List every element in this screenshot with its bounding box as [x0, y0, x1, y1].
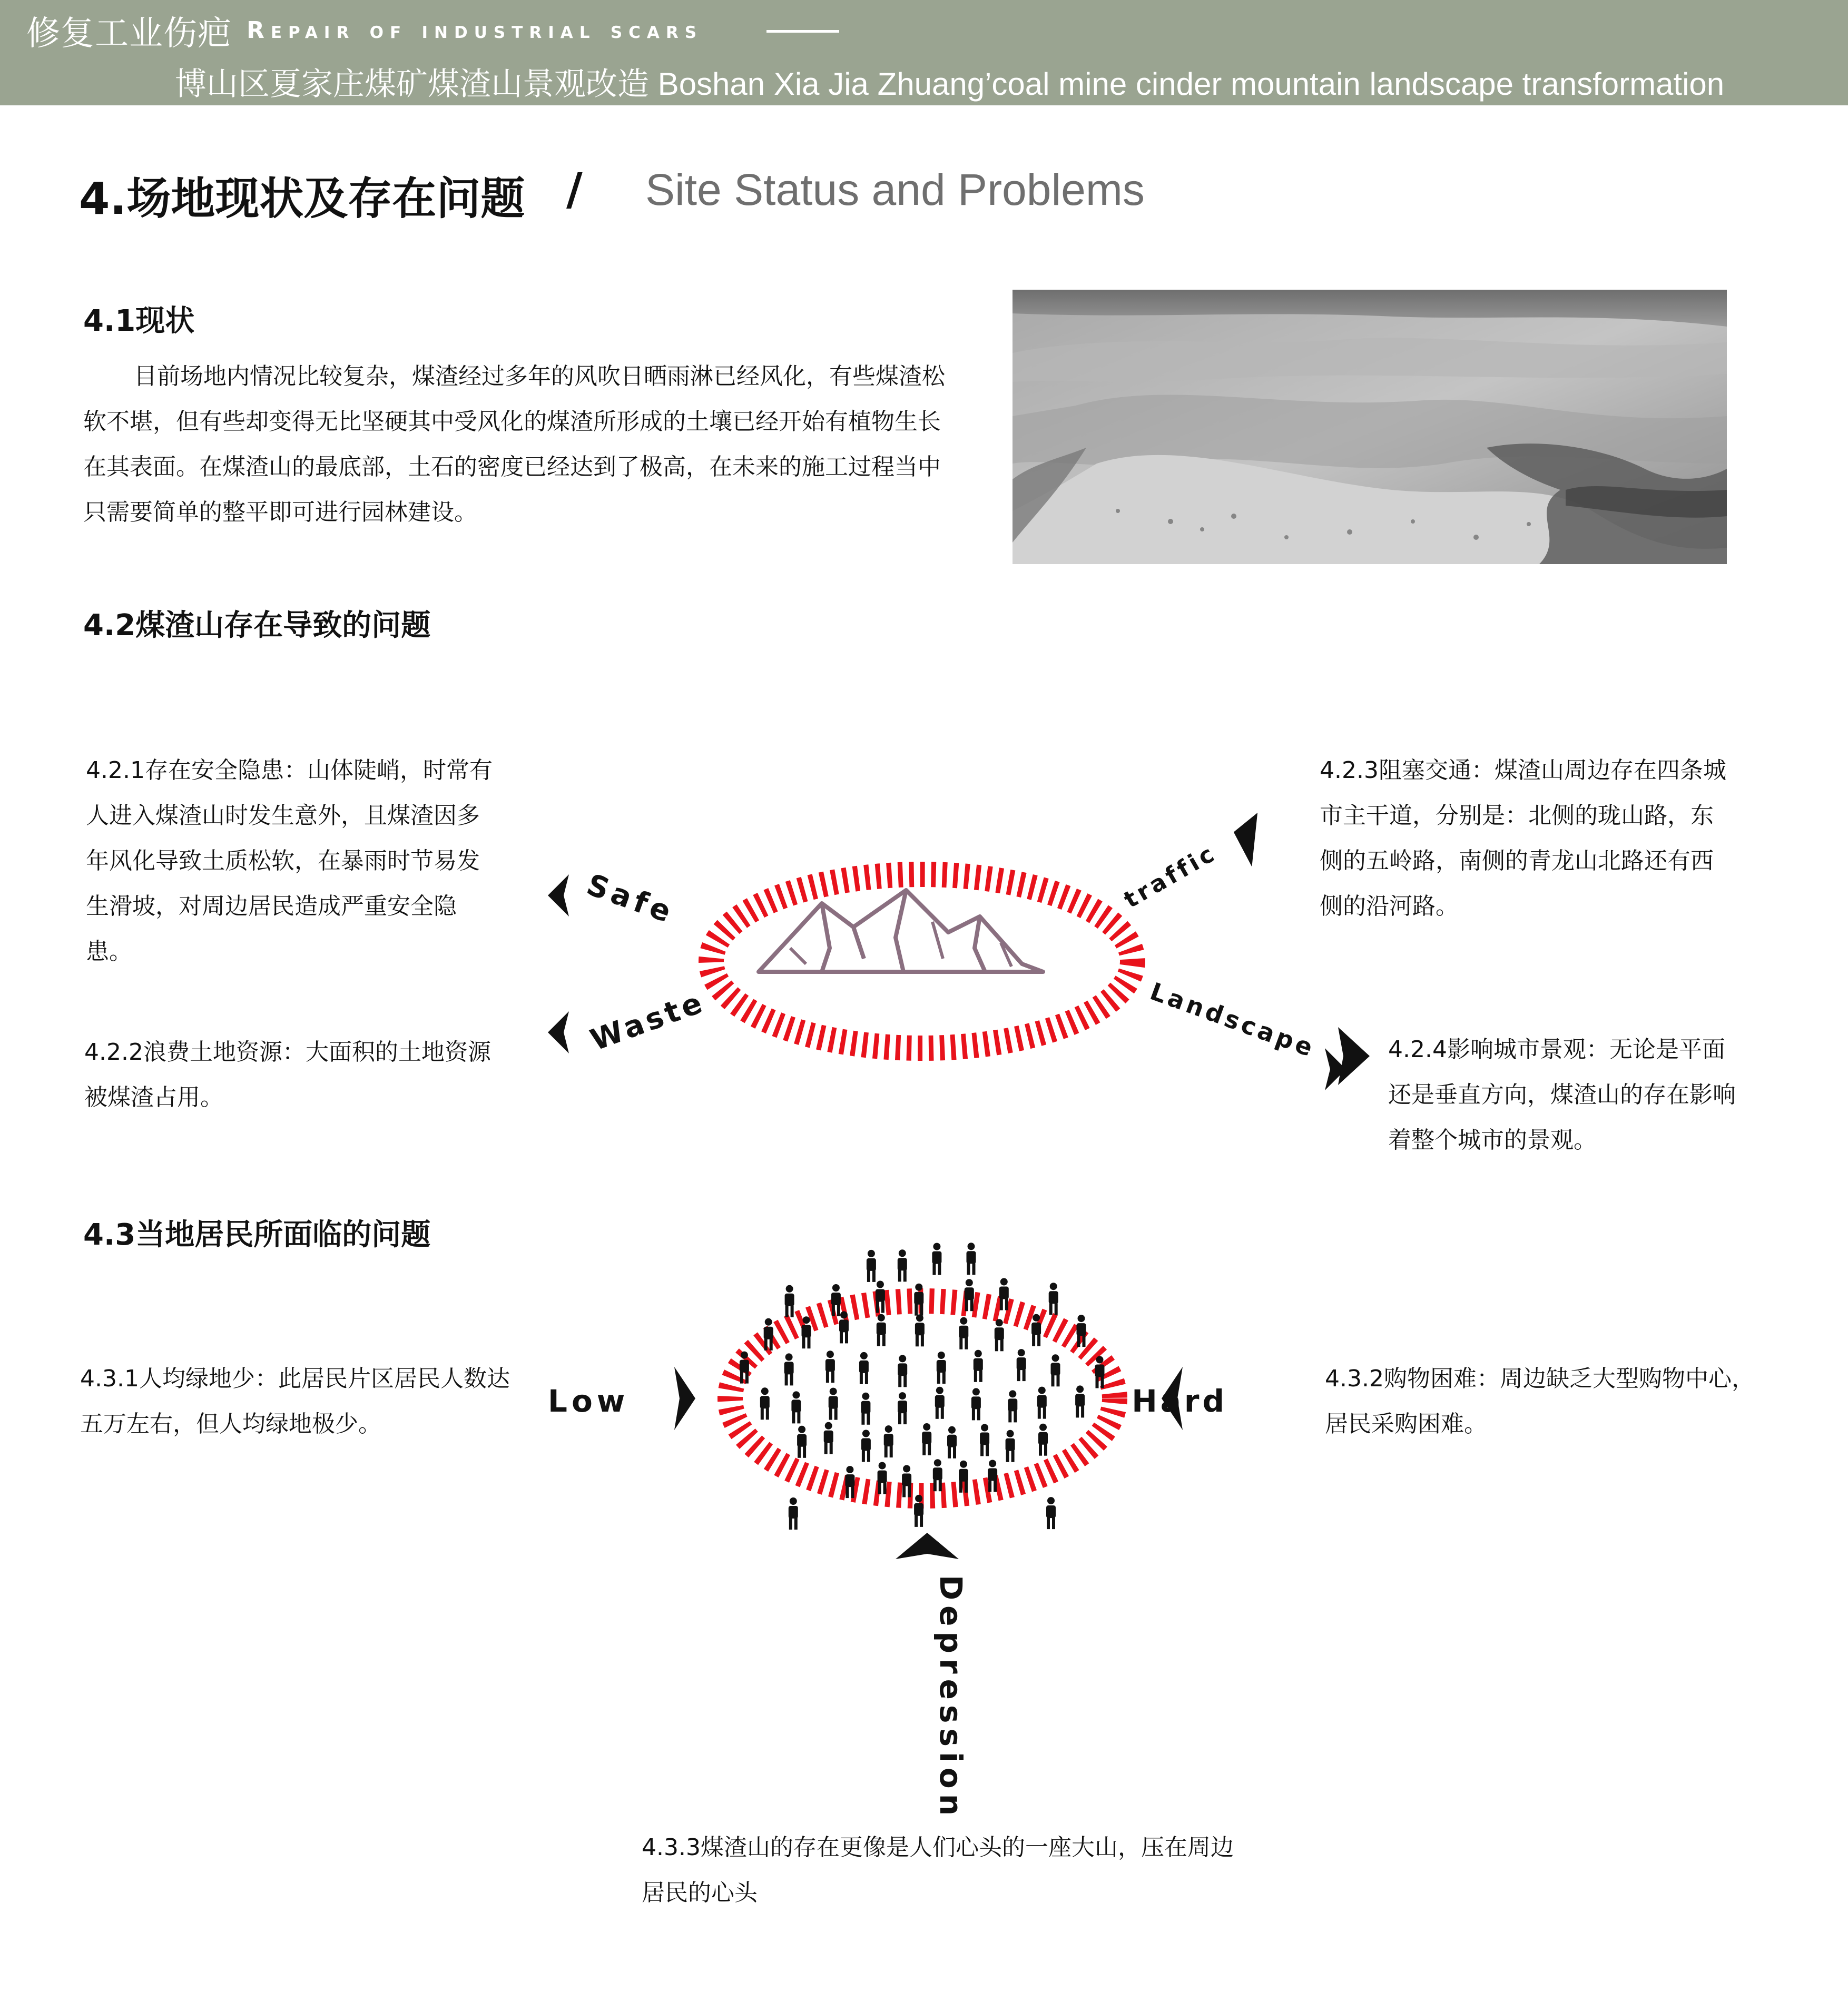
heading-4-3: 4.3当地居民所面临的问题 — [83, 1218, 431, 1252]
person-icon — [829, 1388, 838, 1420]
person-icon — [1008, 1390, 1017, 1422]
label-low: Low — [548, 1383, 630, 1419]
person-icon — [898, 1392, 907, 1424]
person-icon — [878, 1462, 887, 1494]
person-icon — [791, 1391, 801, 1423]
person-icon — [825, 1351, 835, 1383]
person-icon — [999, 1278, 1009, 1310]
person-icon — [845, 1466, 854, 1498]
person-icon — [1051, 1354, 1060, 1386]
person-icon — [764, 1318, 773, 1351]
person-icon — [971, 1388, 981, 1420]
person-icon — [839, 1311, 849, 1343]
person-icon — [980, 1424, 989, 1456]
label-traffic: traffic — [1119, 839, 1222, 914]
paragraph-4-2-4: 4.2.4影响城市景观：无论是平面还是垂直方向，煤渣山的存在影响着整个城市的景观。 — [1388, 1036, 1736, 1154]
header-title-cn: 修复工业伤疤 — [26, 14, 232, 53]
paragraph-4-2-1: 4.2.1存在安全隐患：山体陡峭，时常有人进入煤渣山时发生意外，且煤渣因多年风化导致土质松软，在暴雨时节易发生滑坡，对周边居民造成严重安全隐患。 — [86, 757, 493, 965]
arrow-safe — [548, 874, 569, 916]
person-icon — [877, 1314, 886, 1346]
label-waste: Waste — [586, 984, 710, 1058]
person-icon — [797, 1426, 807, 1458]
person-icon — [922, 1423, 931, 1455]
residents-diagram — [548, 1280, 1254, 1838]
person-icon — [974, 1350, 983, 1382]
person-icon — [935, 1387, 945, 1419]
person-icon — [1095, 1356, 1105, 1388]
person-icon — [995, 1319, 1004, 1351]
person-icon — [1049, 1283, 1058, 1315]
mountain-icon — [759, 890, 1043, 972]
person-icon — [785, 1285, 794, 1317]
person-icon — [933, 1459, 942, 1491]
arrow-low — [674, 1367, 695, 1430]
person-icon — [884, 1425, 893, 1457]
person-icon — [784, 1353, 794, 1385]
heading-4-2: 4.2煤渣山存在导致的问题 — [83, 608, 431, 643]
label-safe: Safe — [582, 868, 680, 931]
person-icon — [914, 1495, 923, 1527]
label-hard: Hard — [1132, 1383, 1227, 1419]
person-icon — [1075, 1385, 1085, 1417]
paragraph-4-3-2: 4.3.2购物困难：周边缺乏大型购物中心，居民采购困难。 — [1325, 1365, 1755, 1437]
person-icon — [867, 1250, 876, 1282]
person-icon — [861, 1393, 870, 1425]
person-icon — [932, 1243, 941, 1275]
person-icon — [988, 1460, 997, 1492]
person-icon — [898, 1355, 907, 1387]
person-icon — [902, 1465, 911, 1497]
cinder-mountain-diagram — [527, 790, 1320, 1106]
paragraph-4-1: 目前场地内情况比较复杂，煤渣经过多年的风吹日晒雨淋已经风化，有些煤渣松软不堪，但有些却变得无比坚硬其中受风化的煤渣所形成的土壤已经开始有植物生长在其表面。在煤渣山的最底部，土石的密度已经达到了极高，在未来的施工过程当中只需要简单的整平即可进行园林建设。 — [83, 363, 945, 526]
arrow-landscape-head — [1317, 1027, 1380, 1101]
person-icon — [876, 1281, 885, 1313]
person-icon — [965, 1279, 974, 1311]
person-icon — [898, 1249, 907, 1282]
header-title-en: Repair of industrial scars — [247, 17, 703, 44]
section-title-separator: / — [566, 163, 583, 215]
person-icon — [915, 1314, 925, 1346]
arrow-waste — [548, 1011, 569, 1053]
header-subtitle: 博山区夏家庄煤矿煤渣山景观改造 Boshan Xia Jia Zhuang’coal mine cinder mountain landscape transformation — [175, 66, 1725, 102]
arrow-depression — [896, 1533, 959, 1559]
arrow-traffic — [1225, 807, 1270, 867]
paragraph-4-3-3: 4.3.3煤渣山的存在更像是人们心头的一座大山，压在周边居民的心头 — [642, 1834, 1234, 1906]
person-icon — [740, 1352, 749, 1384]
person-icon — [861, 1430, 871, 1462]
paragraph-4-3-1: 4.3.1人均绿地少：此居民片区居民人数达五万左右，但人均绿地极少。 — [80, 1365, 510, 1437]
person-icon — [1038, 1424, 1048, 1456]
person-icon — [1046, 1497, 1056, 1529]
heading-4-1: 4.1现状 — [83, 304, 195, 338]
person-icon — [802, 1316, 811, 1348]
section-title-en: Site Status and Problems — [645, 165, 1145, 214]
person-icon — [967, 1243, 976, 1275]
paragraph-4-2-2: 4.2.2浪费土地资源：大面积的土地资源被煤渣占用。 — [84, 1039, 491, 1111]
person-icon — [1017, 1349, 1026, 1381]
person-icon — [947, 1426, 957, 1458]
person-icon — [1037, 1387, 1047, 1419]
paragraph-4-2-3: 4.2.3阻塞交通：煤渣山周边存在四条城市主干道，分别是：北侧的珑山路，东侧的五岭路，南侧的青龙山北路还有西侧的沿河路。 — [1320, 757, 1726, 920]
person-icon — [937, 1352, 946, 1384]
person-icon — [824, 1422, 833, 1454]
person-icon — [859, 1352, 869, 1384]
person-icon — [789, 1497, 798, 1530]
header-rule — [766, 30, 839, 33]
person-icon — [760, 1387, 770, 1420]
person-icon — [959, 1317, 968, 1349]
person-icon — [1031, 1314, 1041, 1346]
label-depression: Depression — [933, 1575, 969, 1821]
section-title-cn: 4.场地现状及存在问题 — [79, 173, 525, 224]
person-icon — [1006, 1430, 1015, 1462]
person-icon — [831, 1284, 841, 1316]
label-landscape: Landscape — [1146, 977, 1320, 1063]
cinder-mountain-photo — [1013, 290, 1727, 564]
